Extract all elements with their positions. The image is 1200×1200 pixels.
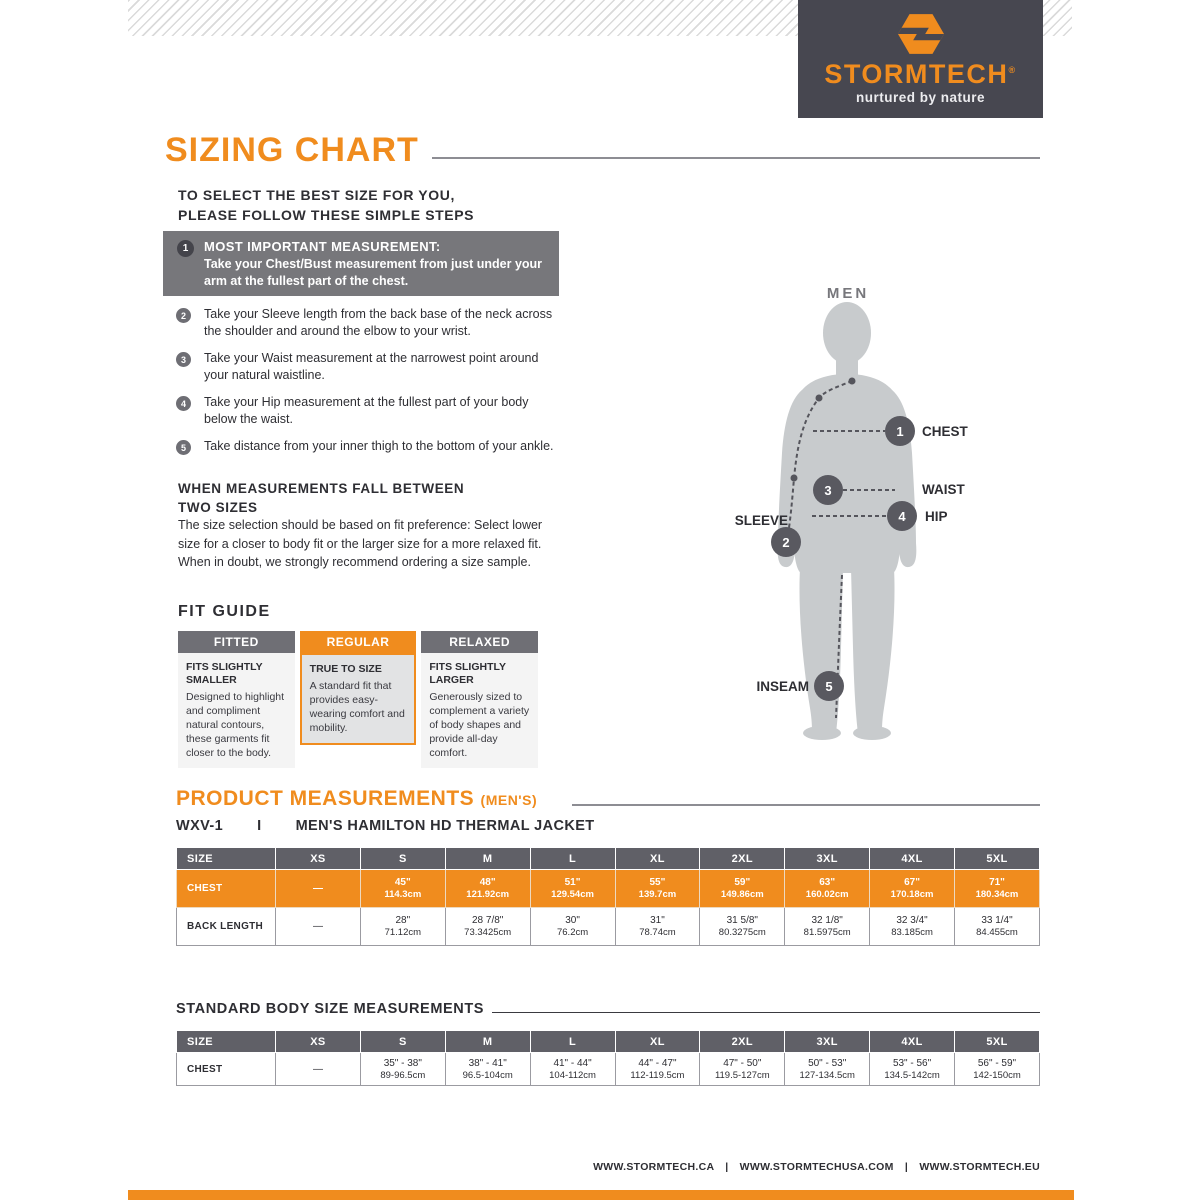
measurement-row (177, 870, 1040, 908)
row-label: CHEST (177, 1053, 276, 1086)
svg-text:1: 1 (896, 424, 904, 439)
between-sizes-heading-line2: TWO SIZES (178, 500, 258, 515)
measurement-inches: — (312, 1063, 323, 1075)
svg-text:5: 5 (825, 679, 833, 694)
measurement-inches: 28 7/8" (472, 915, 504, 926)
fit-column-body (421, 653, 538, 768)
svg-text:3: 3 (824, 483, 832, 498)
size-header-cell: 4XL (870, 848, 955, 870)
measurement-cell (785, 870, 870, 908)
step-3-number-badge: 3 (176, 352, 191, 367)
size-header-cell: 5XL (955, 1031, 1040, 1053)
fit-column-title: FITS SLIGHTLY LARGER (429, 661, 506, 686)
measurement-inches: 53" - 56" (892, 1057, 932, 1069)
measurement-cell (955, 870, 1040, 908)
stormtech-hex-s-icon (898, 14, 944, 59)
size-header-cell: S (360, 1031, 445, 1053)
footer-orange-bar (128, 1190, 1074, 1200)
measurement-cell (955, 908, 1040, 946)
measurement-cm: 142-150cm (973, 1069, 1021, 1081)
registered-mark: ® (1008, 64, 1017, 75)
measurement-cm: 129.54cm (551, 889, 594, 900)
svg-text:CHEST: CHEST (922, 424, 968, 439)
size-header-cell: M (445, 1031, 530, 1053)
size-header-cell: 5XL (955, 848, 1040, 870)
product-measurements-heading (176, 787, 537, 811)
size-column-header: SIZE (177, 848, 276, 870)
fit-column-header: FITTED (178, 631, 295, 653)
fit-column-title: FITS SLIGHTLY SMALLER (186, 661, 263, 686)
footer-link-separator: | (725, 1161, 729, 1173)
measurement-cm: 180.34cm (975, 889, 1019, 900)
between-sizes-heading-line1: WHEN MEASUREMENTS FALL BETWEEN (178, 481, 465, 496)
fit-column-body (300, 653, 417, 745)
measurement-cm: 80.3275cm (718, 927, 766, 938)
measurement-cell (276, 1053, 361, 1086)
measurement-inches: 30" (565, 915, 580, 926)
marker-chest (885, 416, 969, 446)
size-header-cell: L (530, 848, 615, 870)
footer-link-stormtech-ca[interactable]: WWW.STORMTECH.CA (593, 1161, 714, 1173)
fit-column-title: TRUE TO SIZE (309, 663, 382, 675)
size-header-cell: XS (276, 848, 361, 870)
marker-hip (887, 501, 948, 531)
between-sizes-heading (178, 479, 464, 517)
fit-column-text: Generously sized to complement a variety of body shapes and provide all-day comfort. (429, 691, 530, 759)
svg-text:WAIST: WAIST (922, 482, 965, 497)
measurement-cell (615, 908, 700, 946)
measurement-cell (700, 1053, 785, 1086)
step-4-number-badge: 4 (176, 396, 191, 411)
fit-column-header: RELAXED (421, 631, 538, 653)
measurement-inches: 38" - 41" (468, 1057, 507, 1069)
brand-logo-box (798, 0, 1043, 118)
product-name: MEN'S HAMILTON HD THERMAL JACKET (295, 818, 595, 834)
fit-column-fitted (178, 631, 295, 768)
measurement-cm: 112-119.5cm (630, 1069, 685, 1081)
size-header-cell: M (445, 848, 530, 870)
measurement-cm: 104-112cm (549, 1069, 596, 1081)
measurement-inches: 31 5/8" (726, 915, 758, 926)
step-1-title: MOST IMPORTANT MEASUREMENT: (204, 239, 441, 254)
measurement-cm: 83.185cm (891, 927, 933, 938)
footer-link-stormtechusa-com[interactable]: WWW.STORMTECHUSA.COM (739, 1161, 894, 1173)
measurement-cm: 71.12cm (384, 927, 422, 938)
measurement-cell (360, 870, 445, 908)
style-code: WXV-1 (176, 818, 224, 834)
measurement-inches: 55" (649, 877, 666, 888)
measurement-cell (276, 908, 361, 946)
fit-column-header: REGULAR (300, 631, 417, 653)
step-4-text: Take your Hip measurement at the fullest part of your body below the waist. (204, 395, 529, 426)
measurement-row (177, 908, 1040, 946)
measurement-cm: 81.5975cm (803, 927, 851, 938)
measurement-cell (700, 908, 785, 946)
svg-text:INSEAM: INSEAM (756, 679, 809, 694)
footer-links (0, 1161, 1040, 1173)
size-table (176, 1030, 1040, 1086)
measurement-cell (445, 870, 530, 908)
measurement-inches: 35" - 38" (383, 1057, 422, 1069)
measurement-cm: 76.2cm (556, 927, 589, 938)
size-header-cell: 2XL (700, 848, 785, 870)
measurement-cell (955, 1053, 1040, 1086)
fit-column-regular (300, 631, 417, 768)
measurement-cm: 96.5-104cm (462, 1069, 513, 1081)
svg-text:2: 2 (782, 535, 790, 550)
size-header-cell: XL (615, 1031, 700, 1053)
standard-body-table (176, 1030, 1040, 1086)
fit-column-text: Designed to highlight and compliment natural contours, these garments fit closer to the body. (186, 691, 285, 759)
measurement-inches: 51" (564, 877, 581, 888)
step-1-text: Take your Chest/Bust measurement from just under your arm at the fullest part of the chest. (204, 257, 543, 288)
size-table (176, 847, 1040, 946)
svg-text:SLEEVE: SLEEVE (734, 513, 788, 528)
measurement-cell (785, 1053, 870, 1086)
measurement-inches: 67" (904, 877, 920, 888)
measurement-cell (360, 908, 445, 946)
svg-text:4: 4 (898, 509, 906, 524)
size-header-cell: 3XL (785, 1031, 870, 1053)
brand-name: STORMTECH® (824, 58, 1017, 89)
intro-heading (178, 185, 474, 225)
product-measurements-heading-text: PRODUCT MEASUREMENTS (176, 787, 475, 810)
measurement-cell (276, 870, 361, 908)
standard-body-heading: STANDARD BODY SIZE MEASUREMENTS (176, 1001, 485, 1017)
measurement-cell (615, 870, 700, 908)
between-sizes-body: The size selection should be based on fit preference: Select lower size for a closer to body fit or the larger size for a more relaxed fit. When in doubt, we strongly recommend ordering a size sample. (178, 518, 543, 569)
fit-column-text: A standard fit that provides easy-wearing comfort and mobility. (309, 680, 405, 734)
fit-guide-heading: FIT GUIDE (178, 603, 271, 620)
row-label: CHEST (177, 870, 276, 908)
measurement-cm: 139.7cm (638, 889, 677, 900)
measurement-inches: 50" - 53" (808, 1057, 847, 1069)
size-table-header-row (177, 848, 1040, 870)
measurement-cm: 114.3cm (384, 889, 422, 900)
page-title: SIZING CHART (165, 131, 419, 169)
step-1-number-badge: 1 (177, 240, 194, 257)
measurement-cm: 121.92cm (466, 889, 510, 900)
measurement-cm: 119.5-127cm (714, 1069, 770, 1081)
step-1-highlight-box (163, 231, 559, 296)
measurement-cell (870, 870, 955, 908)
intro-heading-line1: TO SELECT THE BEST SIZE FOR YOU, (178, 187, 455, 203)
measurement-cm: 149.86cm (720, 889, 764, 900)
measurement-cm: 170.18cm (890, 889, 934, 900)
measurement-cell (530, 870, 615, 908)
measurement-cell (870, 908, 955, 946)
measurement-cell (785, 908, 870, 946)
product-style-row (176, 818, 595, 834)
measurement-inches: 32 1/8" (811, 915, 843, 926)
measurement-cm: 73.3425cm (464, 927, 512, 938)
measurement-inches: 56" - 59" (977, 1057, 1017, 1069)
measurement-cm: 127-134.5cm (799, 1069, 855, 1081)
measurement-cell (445, 908, 530, 946)
brand-tagline: nurtured by nature (855, 89, 985, 105)
step-5-text: Take distance from your inner thigh to the bottom of your ankle. (204, 439, 554, 453)
size-header-cell: 3XL (785, 848, 870, 870)
measurement-row (177, 1053, 1040, 1086)
measurement-inches: 71" (989, 877, 1005, 888)
product-measurements-heading-suffix: (MEN'S) (480, 792, 538, 808)
size-table-header-row (177, 1031, 1040, 1053)
measurement-cell (445, 1053, 530, 1086)
size-header-cell: 2XL (700, 1031, 785, 1053)
footer-link-stormtech-eu[interactable]: WWW.STORMTECH.EU (919, 1161, 1040, 1173)
measurement-inches: 41" - 44" (553, 1057, 592, 1069)
measurement-inches: — (312, 883, 323, 894)
measurement-cm: 89-96.5cm (380, 1069, 426, 1081)
size-header-cell: XL (615, 848, 700, 870)
measurement-inches: 48" (479, 877, 496, 888)
marker-inseam (756, 671, 844, 701)
style-separator: I (257, 818, 262, 834)
measurement-cell (870, 1053, 955, 1086)
step-2-number-badge: 2 (176, 308, 191, 323)
fit-column-relaxed (421, 631, 538, 768)
measurement-inches: 28" (395, 915, 411, 926)
measurement-cm: 134.5-142cm (884, 1069, 940, 1081)
size-header-cell: XS (276, 1031, 361, 1053)
measurement-inches: 31" (650, 915, 665, 926)
fit-guide-table (178, 631, 538, 768)
fit-column-body (178, 653, 295, 768)
measurement-inches: 59" (734, 877, 751, 888)
measurement-inches: 45" (394, 877, 411, 888)
product-measurements-table (176, 847, 1040, 946)
size-column-header: SIZE (177, 1031, 276, 1053)
measurement-cm: 84.455cm (976, 927, 1018, 938)
svg-text:HIP: HIP (925, 509, 948, 524)
measurement-inches: 47" - 50" (723, 1057, 762, 1069)
measurement-cell (530, 1053, 615, 1086)
measurement-cm: 160.02cm (805, 889, 849, 900)
footer-link-separator: | (904, 1161, 909, 1173)
measurement-cell (530, 908, 615, 946)
size-header-cell: L (530, 1031, 615, 1053)
product-measurements-divider (572, 804, 1040, 806)
standard-body-divider (492, 1012, 1040, 1013)
measurement-cell (360, 1053, 445, 1086)
measurement-cell (615, 1053, 700, 1086)
measurement-inches: — (312, 921, 323, 932)
men-body-measurement-diagram (690, 278, 1030, 753)
step-3-text: Take your Waist measurement at the narrowest point around your natural waistline. (204, 351, 539, 382)
title-divider (432, 157, 1040, 159)
measurement-inches: 63" (819, 877, 836, 888)
step-5-number-badge: 5 (176, 440, 191, 455)
measurement-cell (700, 870, 785, 908)
size-header-cell: 4XL (870, 1031, 955, 1053)
intro-heading-line2: PLEASE FOLLOW THESE SIMPLE STEPS (178, 207, 475, 223)
measurement-inches: 32 3/4" (896, 915, 928, 926)
measurement-cm: 78.74cm (639, 927, 676, 938)
measurement-inches: 44" - 47" (638, 1057, 677, 1069)
step-2-text: Take your Sleeve length from the back base of the neck across the shoulder and around the elbow to your wrist. (204, 307, 553, 338)
diagram-gender-label: MEN (826, 285, 870, 302)
row-label: BACK LENGTH (177, 908, 276, 946)
measurement-inches: 33 1/4" (981, 915, 1013, 926)
size-header-cell: S (360, 848, 445, 870)
